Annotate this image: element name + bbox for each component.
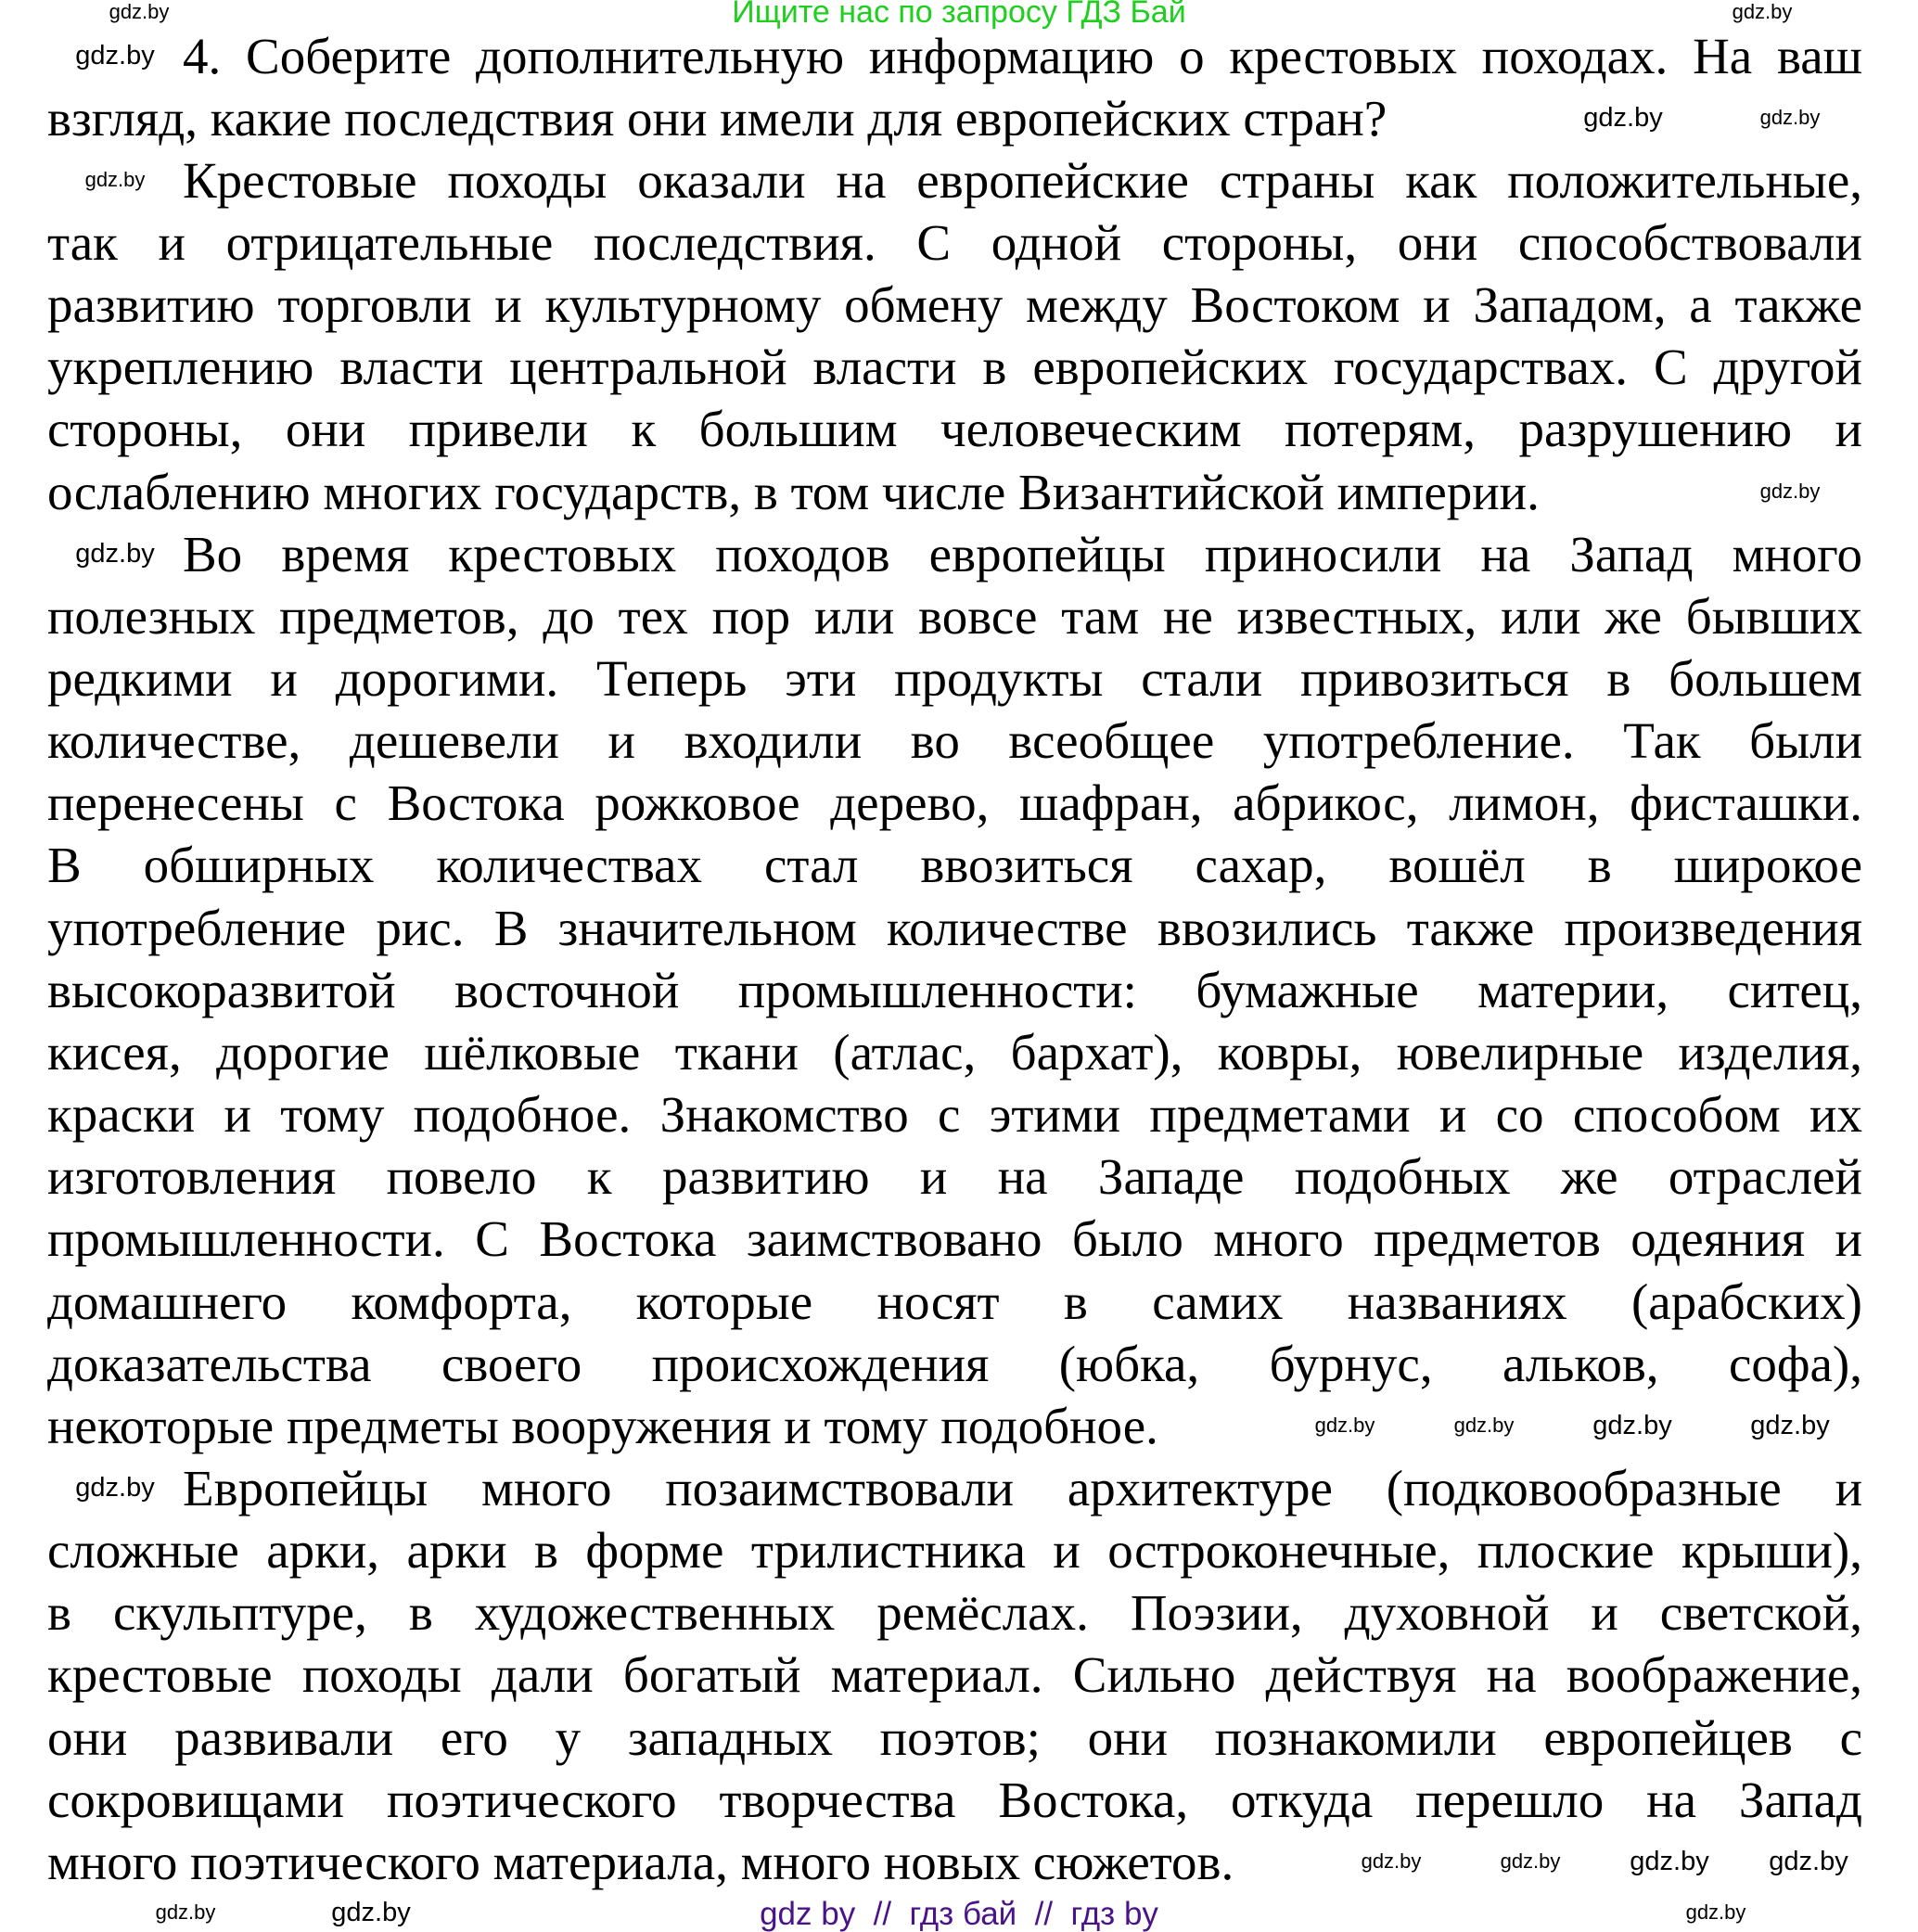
watermark: gdz.by bbox=[1685, 1900, 1746, 1924]
text-line: сложные арки, арки в форме трилистника и остроконечные, плоские крыши), bbox=[47, 1522, 1862, 1580]
watermark: gdz.by bbox=[75, 1473, 155, 1503]
watermark: gdz.by bbox=[1750, 1411, 1830, 1440]
text-line: много поэтического материала, много новых сюжетов. bbox=[47, 1833, 1234, 1890]
text-line: домашнего комфорта, которые носят в самих названиях (арабских) bbox=[47, 1273, 1862, 1330]
watermark: gdz.by bbox=[109, 0, 170, 23]
watermark: gdz.by bbox=[1592, 1411, 1672, 1440]
text-line: в скульптуре, в художественных ремёслах. Поэзии, духовной и светской, bbox=[47, 1584, 1862, 1642]
text-line: 4. Соберите дополнительную информацию о крестовых походах. На ваш bbox=[183, 27, 1862, 84]
text-line: изготовления повело к развитию и на Западе подобных же отраслей bbox=[47, 1148, 1862, 1206]
watermark: gdz.by bbox=[1630, 1847, 1709, 1876]
watermark: gdz.by bbox=[1453, 1414, 1515, 1437]
text-line: редкими и дорогими. Теперь эти продукты стали привозиться в большем bbox=[47, 650, 1862, 707]
text-line: некоторые предметы вооружения и тому подобное. bbox=[47, 1397, 1158, 1454]
watermark: gdz.by bbox=[1732, 0, 1793, 23]
watermark: gdz.by bbox=[1769, 1847, 1848, 1876]
text-line: количестве, дешевели и входили во всеобщее употребление. Так были bbox=[47, 712, 1862, 770]
search-banner: Ищите нас по запросу ГДЗ Бай bbox=[732, 0, 1186, 30]
text-line: доказательства своего происхождения (юбка, бурнус, альков, софа), bbox=[47, 1335, 1862, 1392]
text-line: перенесены с Востока рожковое дерево, шафран, абрикос, лимон, фисташки. bbox=[47, 774, 1862, 832]
watermark: gdz.by bbox=[1759, 106, 1821, 129]
text-line: взгляд, какие последствия они имели для европейских стран? bbox=[47, 89, 1387, 147]
text-line: кисея, дорогие шёлковые ткани (атлас, бархат), ковры, ювелирные изделия, bbox=[47, 1023, 1862, 1081]
text-line: крестовые походы дали богатый материал. Сильно действуя на воображение, bbox=[47, 1646, 1862, 1704]
text-line: Крестовые походы оказали на европейские страны как положительные, bbox=[183, 151, 1862, 209]
text-line: стороны, они привели к большим человеческим потерям, разрушению и bbox=[47, 401, 1862, 458]
text-line: так и отрицательные последствия. С одной стороны, они способствовали bbox=[47, 213, 1862, 271]
text-line: краски и тому подобное. Знакомство с этими предметами и со способом их bbox=[47, 1086, 1862, 1144]
text-line: Во время крестовых походов европейцы приносили на Запад много bbox=[183, 525, 1862, 582]
watermark: gdz.by bbox=[1583, 103, 1663, 133]
text-line: они развивали его у западных поэтов; они познакомили европейцев с bbox=[47, 1708, 1862, 1766]
text-line: ослаблению многих государств, в том числе Византийской империи. bbox=[47, 463, 1540, 520]
text-line: развитию торговли и культурному обмену между Востоком и Западом, а также bbox=[47, 276, 1862, 334]
text-line: Европейцы много позаимствовали архитектуре (подковообразные и bbox=[183, 1459, 1862, 1516]
text-line: высокоразвитой восточной промышленности: бумажные материи, ситец, bbox=[47, 961, 1862, 1018]
watermark: gdz.by bbox=[84, 168, 146, 191]
text-line: промышленности. С Востока заимствовано было много предметов одеяния и bbox=[47, 1210, 1862, 1268]
text-line: употребление рис. В значительном количестве ввозились также произведения bbox=[47, 899, 1862, 956]
watermark: gdz.by bbox=[1314, 1414, 1375, 1437]
watermark: gdz.by bbox=[331, 1898, 411, 1927]
text-line: В обширных количествах стал ввозиться сахар, вошёл в широкое bbox=[47, 837, 1862, 894]
watermark: gdz.by bbox=[1759, 480, 1821, 503]
watermark: gdz.by bbox=[1361, 1849, 1422, 1873]
watermark: gdz.by bbox=[1500, 1849, 1561, 1873]
watermark: gdz.by bbox=[155, 1900, 216, 1924]
watermark: gdz.by bbox=[75, 539, 155, 569]
text-line: укреплению власти центральной власти в европейских государствах. С другой bbox=[47, 339, 1862, 396]
text-line: полезных предметов, до тех пор или вовсе там не известных, или же бывших bbox=[47, 587, 1862, 645]
text-line: сокровищами поэтического творчества Востока, откуда перешло на Запад bbox=[47, 1771, 1862, 1828]
footer-links[interactable]: gdz by // гдз бай // гдз by bbox=[760, 1896, 1158, 1932]
watermark: gdz.by bbox=[75, 41, 155, 70]
